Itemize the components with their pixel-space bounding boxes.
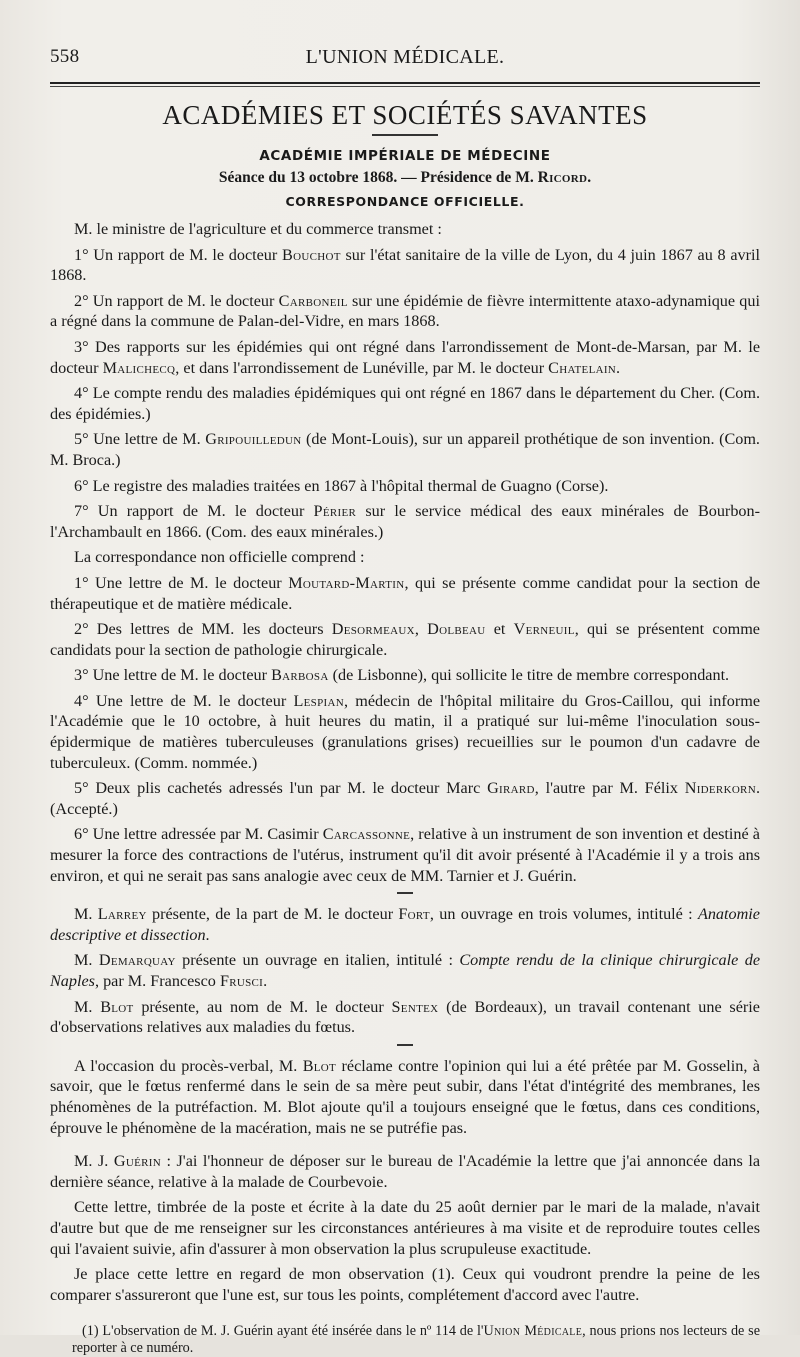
- unofficial-item-2: 2° Des lettres de MM. les docteurs Desormeaux, Dolbeau et Verneuil, qui se présentent comme candidats pour la section de pathologie chirurgicale.: [50, 620, 760, 659]
- presentation-larrey: M. Larrey présente, de la part de M. le docteur Fort, un ouvrage en trois volumes, intitulé : Anatomie descriptive et dissection.: [50, 905, 760, 944]
- unofficial-item-4: 4° Une lettre de M. le docteur Lespian, médecin de l'hôpital militaire du Gros-Caillou, qui informe l'Académie que le 10 octobre, à huit heures du matin, il a pratiqué sur lui-même l'inoculation sous-épidermique de matières tuberculeuses (granulations grises) recueillies sur le poumon d'un cadavre de tuberculeux. (Comm. nommée.): [50, 691, 760, 772]
- guerin-paragraph-3: Je place cette lettre en regard de mon observation (1). Ceux qui voudront prendre la peine de les comparer s'assureront que l'une est, sur tous les points, complétement d'accord avec l'autre.: [50, 1265, 760, 1304]
- minutes-paragraph: A l'occasion du procès-verbal, M. Blot réclame contre l'opinion qui lui a été prêtée par M. Gosselin, à savoir, que le fœtus renfermé dans le sein de sa mère peut subir, dans l'état d'intégrité des membranes, les phénomènes de la putréfaction. M. Blot ajoute qu'il a toujours enseigné que le fœtus, dans ces conditions, éprouve le phénomène de la macération, mais ne se putréfie pas.: [50, 1056, 760, 1137]
- official-intro: M. le ministre de l'agriculture et du commerce transmet :: [74, 220, 442, 238]
- header-rule-thin: [50, 86, 760, 87]
- official-item-7: 7° Un rapport de M. le docteur Périer sur le service médical des eaux minérales de Bourbon-l'Archambault en 1866. (Com. des eaux minérales.): [50, 502, 760, 541]
- unofficial-item-5: 5° Deux plis cachetés adressés l'un par M. le docteur Marc Girard, l'autre par M. Félix Niderkorn. (Accepté.): [50, 779, 760, 818]
- title-rule: [372, 134, 438, 136]
- page-number: 558: [50, 46, 80, 67]
- article-body: [50, 219, 760, 1305]
- guerin-paragraph-2: Cette lettre, timbrée de la poste et écrite à la date du 25 août dernier par le mari de la malade, n'avait d'autre but que de me renseigner sur les circonstances antérieures à ma visite et de reproduire toutes celles qui l'avaient suivie, afin d'assurer à mon observation la plus scrupuleuse exactitude.: [50, 1198, 760, 1258]
- separator-dash-2: [397, 1044, 413, 1046]
- official-item-3: 3° Des rapports sur les épidémies qui ont régné dans l'arrondissement de Mont-de-Marsan, par M. le docteur Malichecq, et dans l'arrondissement de Lunéville, par M. le docteur Chatelain.: [50, 337, 760, 377]
- session-line: Séance du 13 octobre 1868. — Présidence de M. Ricord.: [218, 169, 592, 186]
- official-item-4: 4° Le compte rendu des maladies épidémiques qui ont régné en 1867 dans le département du Cher. (Com. des épidémies.): [50, 384, 760, 423]
- running-head: [50, 46, 760, 72]
- header-rule: [50, 82, 760, 84]
- correspondence-heading: CORRESPONDANCE OFFICIELLE.: [285, 194, 525, 209]
- academy-heading: ACADÉMIE IMPÉRIALE DE MÉDECINE: [259, 148, 551, 164]
- unofficial-item-3: 3° Une lettre de M. le docteur Barbosa (de Lisbonne), qui sollicite le titre de membre correspondant.: [74, 666, 730, 685]
- unofficial-item-1: 1° Une lettre de M. le docteur Moutard-Martin, qui se présente comme candidat pour la section de thérapeutique et de matière médicale.: [50, 573, 761, 613]
- unofficial-intro: La correspondance non officielle comprend :: [74, 548, 365, 567]
- official-item-1: 1° Un rapport de M. le docteur Bouchot sur l'état sanitaire de la ville de Lyon, du 4 juin 1867 au 8 avril 1868.: [50, 245, 760, 285]
- unofficial-item-6: 6° Une lettre adressée par M. Casimir Carcassonne, relative à un instrument de son invention et destiné à mesurer la force des contractions de l'utérus, instrument qu'il dit avoir présenté à l'Académie il y a trois ans environ, et qui ne serait pas sans analogie avec ceux de MM. Tarnier et J. Guérin.: [50, 825, 760, 885]
- separator-dash: [397, 892, 413, 894]
- official-item-5: 5° Une lettre de M. Gripouilledun (de Mont-Louis), sur un appareil prothétique de son invention. (Com. M. Broca.): [50, 430, 760, 469]
- journal-title: L'UNION MÉDICALE.: [305, 46, 505, 68]
- section-title: ACADÉMIES ET SOCIÉTÉS SAVANTES: [162, 100, 648, 130]
- footnote: (1) L'observation de M. J. Guérin ayant été insérée dans le nº 114 de l'Union Médicale, nous prions nos lecteurs de se reporter à ce numéro.: [72, 1323, 760, 1357]
- official-item-6: 6° Le registre des maladies traitées en 1867 à l'hôpital thermal de Guagno (Corse).: [74, 476, 609, 495]
- official-item-2: 2° Un rapport de M. le docteur Carboneil sur une épidémie de fièvre intermittente ataxo-adynamique qui a régné dans la commune de Palan-del-Vidre, en mars 1868.: [50, 291, 760, 331]
- presentation-blot: M. Blot présente, au nom de M. le docteur Sentex (de Bordeaux), un travail contenant une série d'observations relatives aux maladies du fœtus.: [50, 997, 760, 1037]
- guerin-paragraph-1: M. J. Guérin : J'ai l'honneur de déposer sur le bureau de l'Académie la lettre que j'ai annoncée dans la dernière séance, relative à la malade de Courbevoie.: [50, 1152, 761, 1191]
- presentation-demarquay: M. Demarquay présente un ouvrage en italien, intitulé : Compte rendu de la clinique chirurgicale de Naples, par M. Francesco Frusci.: [50, 951, 761, 990]
- president-name: Ricord: [537, 169, 588, 186]
